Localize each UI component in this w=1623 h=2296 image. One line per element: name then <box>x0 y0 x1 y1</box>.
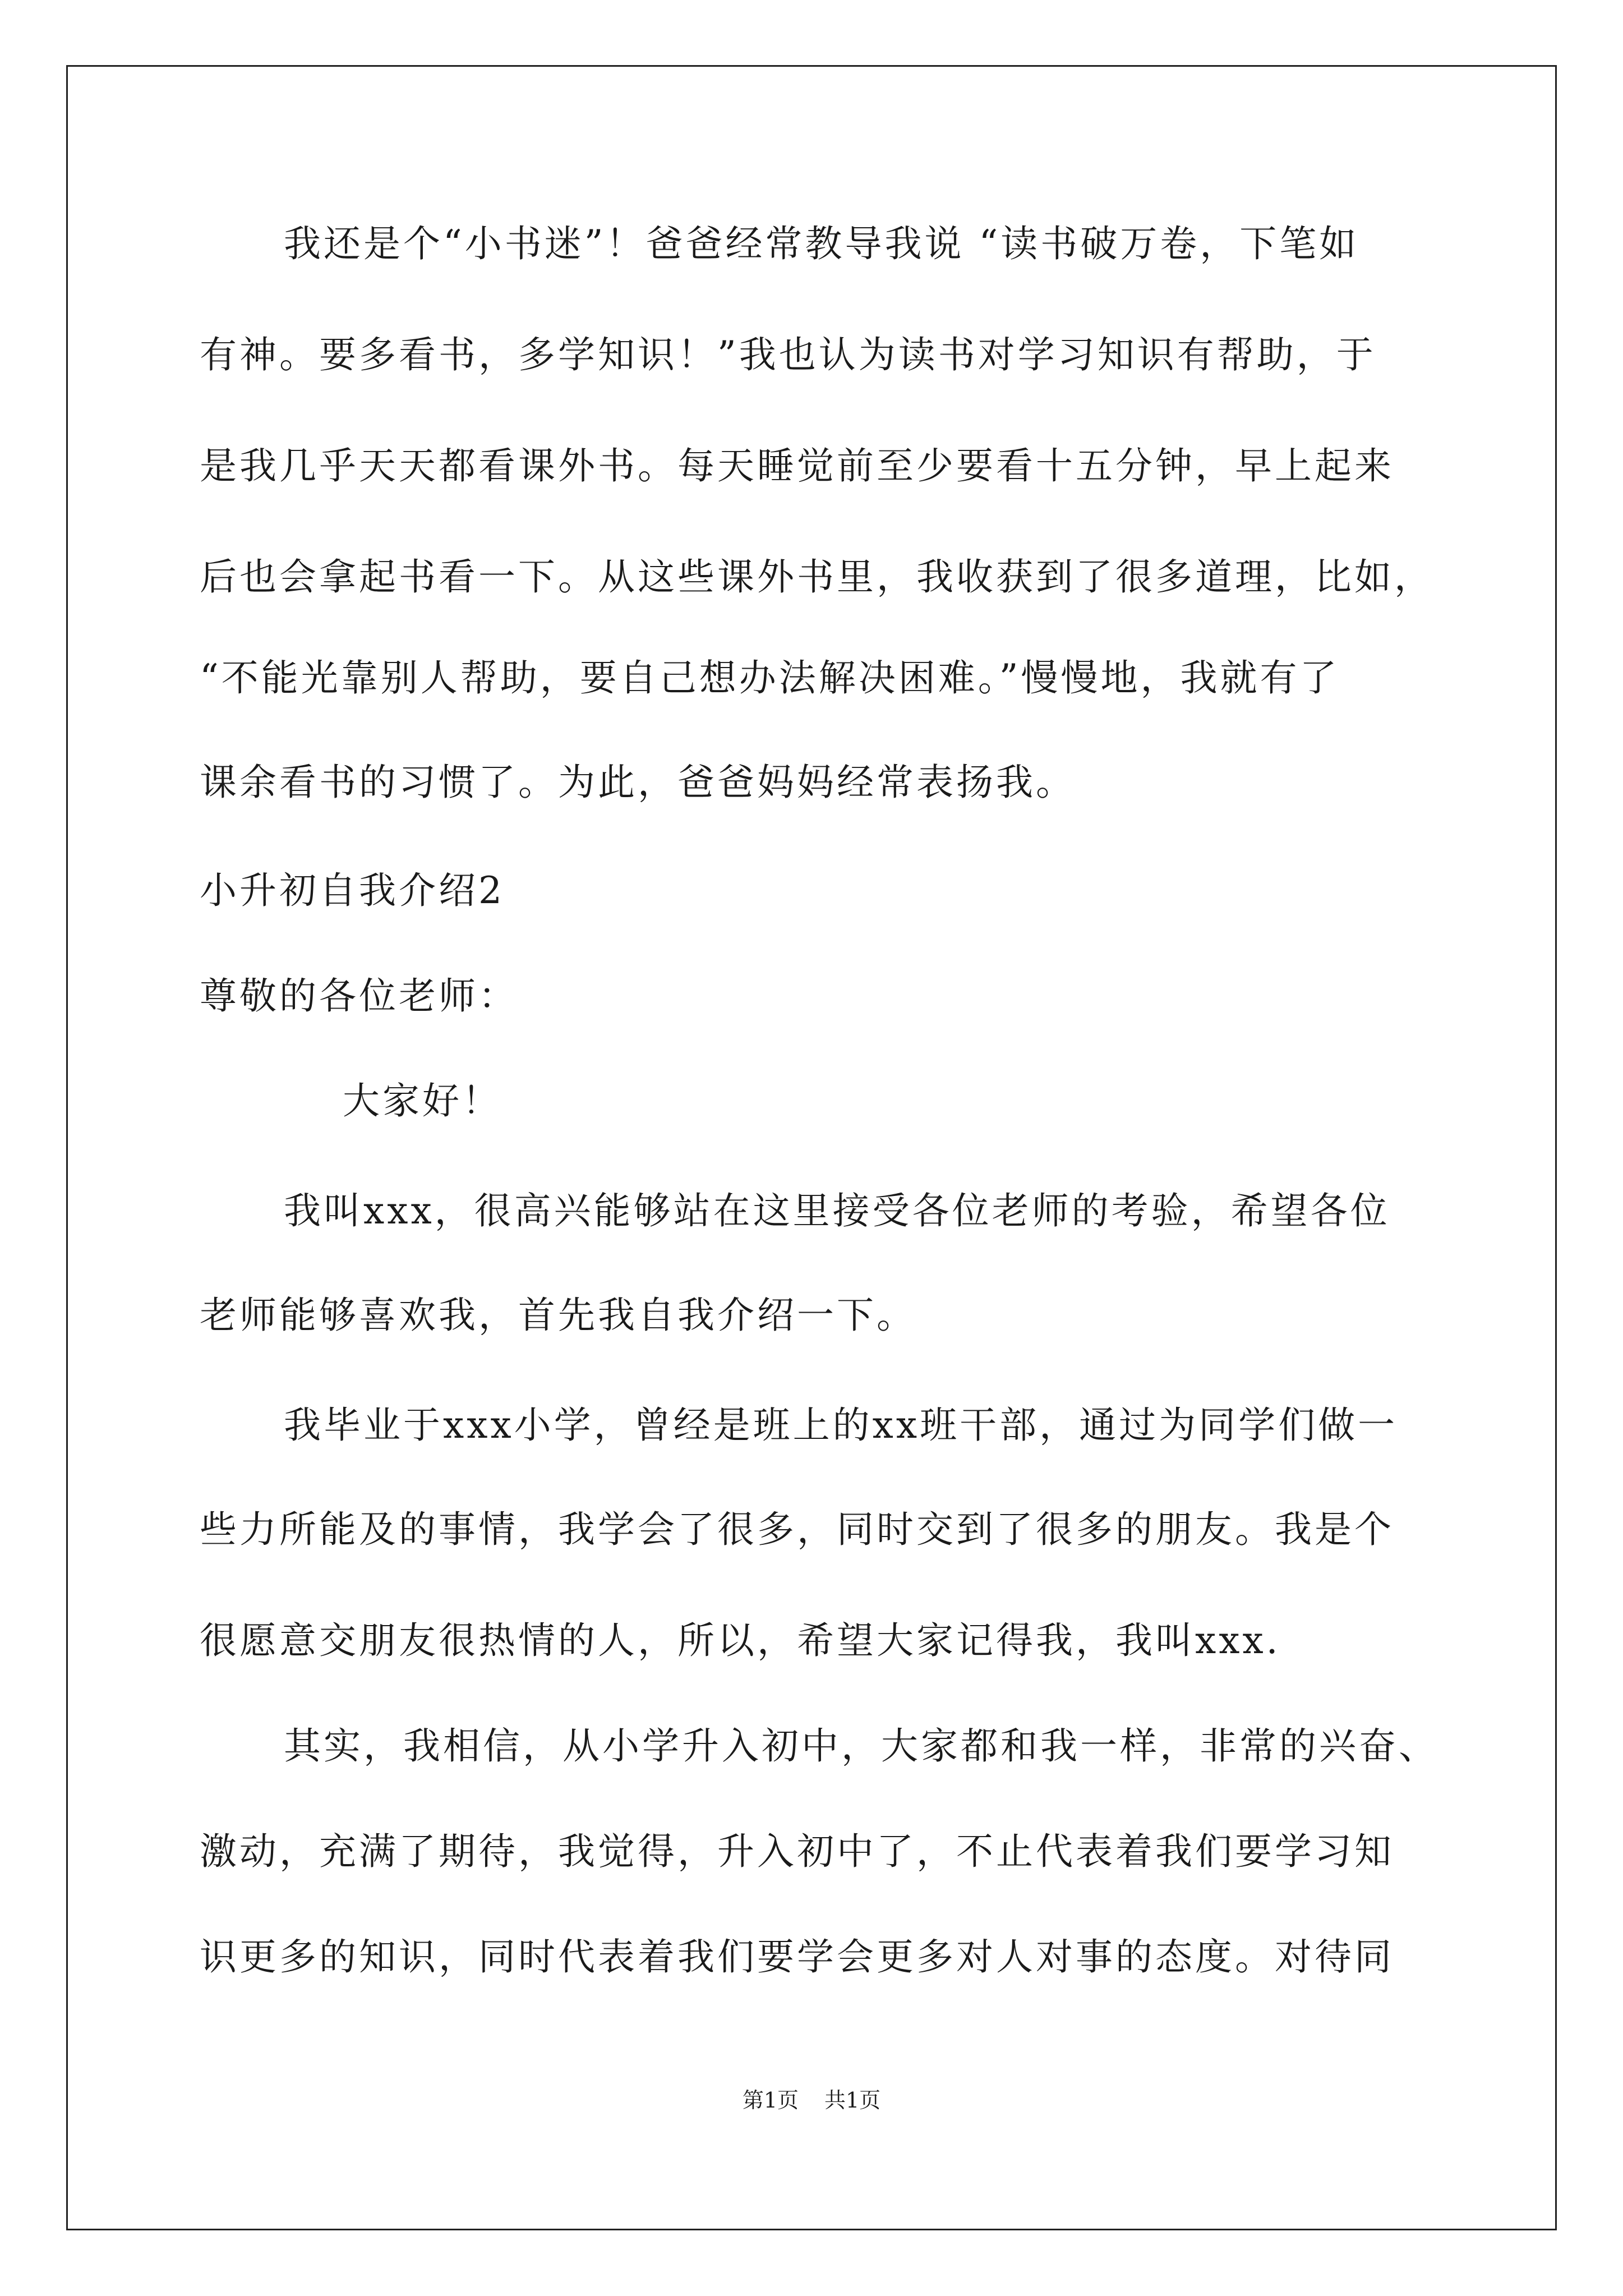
page-number: 第1页 <box>742 2088 799 2113</box>
salutation: 尊敬的各位老师： <box>200 974 518 1018</box>
paragraph-line: 有神。要多看书，多学知识！”我也认为读书对学习知识有帮助，于 <box>200 333 1376 376</box>
paragraph-line: 老师能够喜欢我，首先我自我介绍一下。 <box>200 1294 916 1337</box>
paragraph-line: 我毕业于xxx小学，曾经是班上的xx班干部，通过为同学们做一 <box>284 1404 1398 1447</box>
paragraph-line: 课余看书的习惯了。为此，爸爸妈妈经常表扬我。 <box>200 761 1076 804</box>
paragraph-line: 我还是个“小书迷”！爸爸经常教导我说 “读书破万卷，下笔如 <box>284 222 1359 265</box>
page-border <box>66 65 1557 2230</box>
section-heading: 小升初自我介绍2 <box>200 869 505 912</box>
paragraph-line: “不能光靠别人帮助，要自己想办法解决困难。”慢慢地，我就有了 <box>200 656 1340 700</box>
paragraph-line: 是我几乎天天都看课外书。每天睡觉前至少要看十五分钟，早上起来 <box>200 444 1394 487</box>
greeting: 大家好！ <box>343 1079 502 1122</box>
paragraph-line: 我叫xxx，很高兴能够站在这里接受各位老师的考验，希望各位 <box>284 1189 1390 1232</box>
paragraph-line: 其实，我相信，从小学升入初中，大家都和我一样，非常的兴奋、 <box>284 1724 1438 1768</box>
page-footer <box>0 2090 1623 2111</box>
paragraph-line: 激动，充满了期待，我觉得，升入初中了，不止代表着我们要学习知 <box>200 1830 1394 1873</box>
paragraph-line: 后也会拿起书看一下。从这些课外书里，我收获到了很多道理，比如， <box>200 555 1434 599</box>
paragraph-line: 很愿意交朋友很热情的人，所以，希望大家记得我，我叫xxx. <box>200 1619 1281 1662</box>
page-total: 共1页 <box>824 2088 881 2113</box>
paragraph-line: 识更多的知识，同时代表着我们要学会更多对人对事的态度。对待同 <box>200 1935 1394 1978</box>
paragraph-line: 些力所能及的事情，我学会了很多，同时交到了很多的朋友。我是个 <box>200 1508 1394 1551</box>
